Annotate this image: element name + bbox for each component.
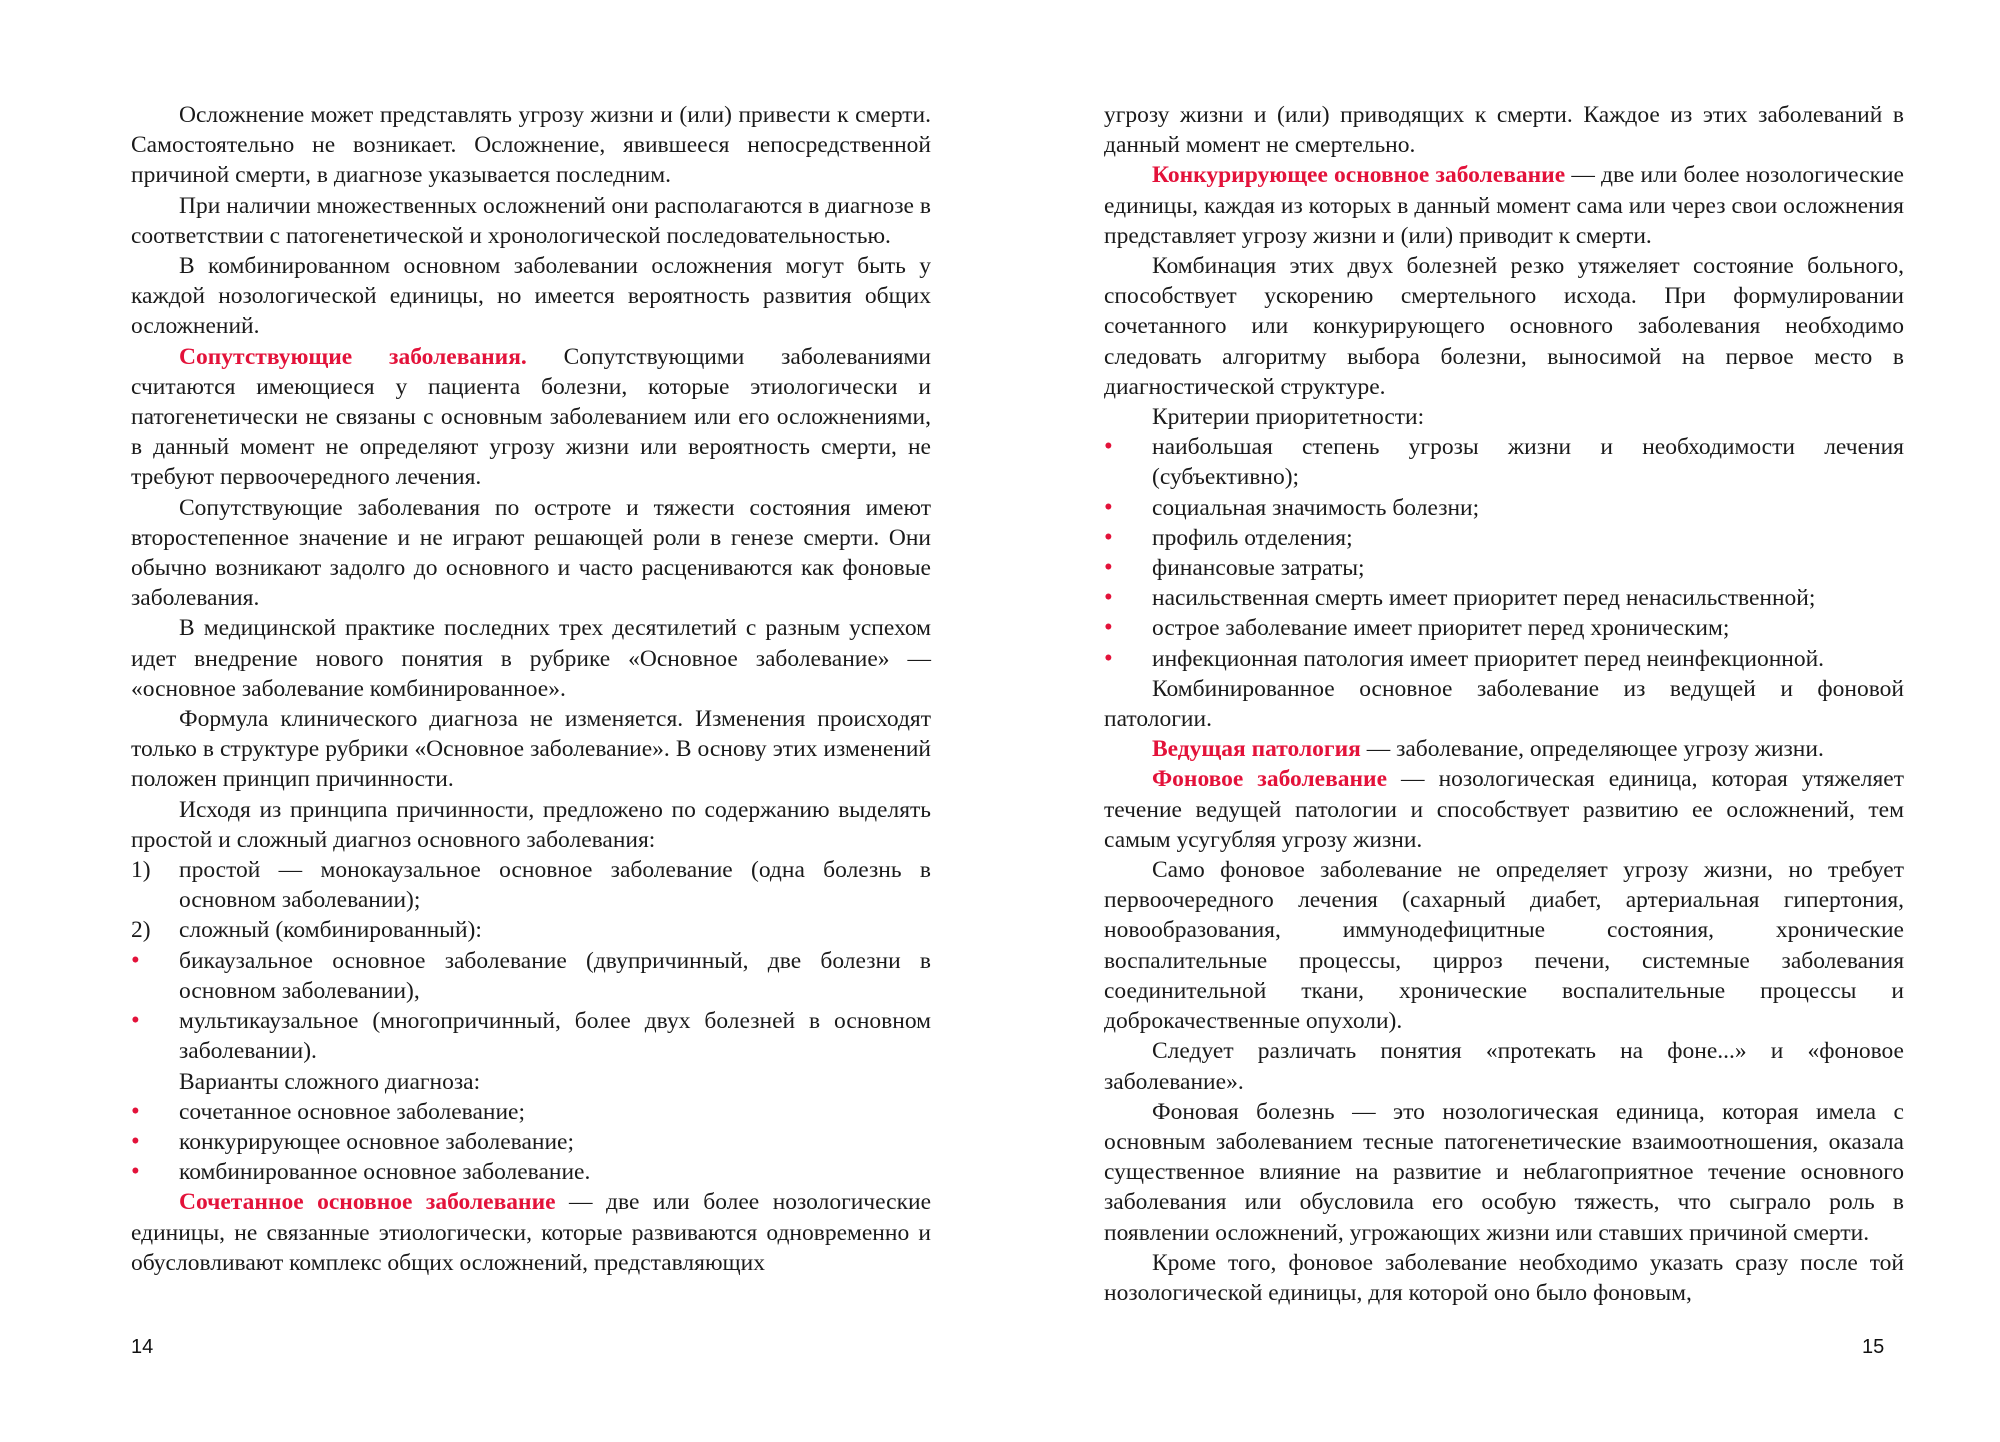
paragraph: угрозу жизни и (или) приводящих к смерти. Каждое из этих заболеваний в данный момент не смертельно.: [1104, 102, 1904, 159]
list-number: 1): [131, 857, 151, 884]
bullet-item: • конкурирующее основное заболевание;: [131, 1127, 931, 1157]
bullet-icon: •: [1104, 554, 1113, 582]
bullet-item: • наибольшая степень угрозы жизни и необходимости лечения (субъективно);: [1104, 433, 1904, 491]
bullet-icon: •: [131, 1127, 140, 1155]
bullet-icon: •: [1104, 433, 1113, 461]
bullet-icon: •: [1104, 523, 1113, 551]
paragraph: Фоновая болезнь — это нозологическая единица, которая имела с основным заболеванием тесные патогенетические взаимоотношения, оказала существенное влияние на развитие и неблагоприятное течение основного заболевания или обусловила его особую тяжесть, что сыграло роль в появлении осложнений, угрожающих жизни или ставших причиной смерти.: [1104, 1098, 1904, 1246]
paragraph: Конкурирующее основное заболевание — две или более нозологические единицы, каждая из которых в данный момент сама или через свои осложнения представляет угрозу жизни и (или) приводит к смерти.: [1104, 162, 1904, 249]
bullet-item: • насильственная смерть имеет приоритет перед ненасильственной;: [1104, 583, 1904, 613]
term-highlight: Конкурирующее основное заболевание: [1152, 162, 1566, 189]
left-page: [131, 100, 931, 1278]
paragraph: При наличии множественных осложнений они располагаются в диагнозе в соответствии с патогенетической и хронологической последовательностью.: [131, 192, 931, 249]
paragraph: Комбинированное основное заболевание из ведущей и фоновой патологии.: [1104, 675, 1904, 733]
term-highlight: Сочетанное основное заболевание: [179, 1189, 556, 1216]
paragraph: Комбинация этих двух болезней резко утяжеляет состояние больного, способствует ускорению смертельного исхода. При формулировании сочетанного или конкурирующего основного заболевания необходимо следовать алгоритму выбора болезни, выносимой на первое место в диагностической структуре.: [1104, 253, 1904, 400]
paragraph: В медицинской практике последних трех десятилетий с разным успехом идет внедрение нового понятия в рубрике «Основное заболевание» — «основное заболевание комбинированное».: [131, 615, 931, 702]
numbered-item: 1) простой — монокаузальное основное заболевание (одна болезнь в основном заболевании);: [131, 857, 931, 914]
bullet-icon: •: [131, 1097, 140, 1125]
paragraph: Кроме того, фоновое заболевание необходимо указать сразу после той нозологической единицы, для которой оно было фоновым,: [1104, 1249, 1904, 1306]
bullet-icon: •: [1104, 614, 1113, 642]
paragraph: Формула клинического диагноза не изменяется. Изменения происходят только в структуре рубрики «Основное заболевание». В основу этих изменений положен принцип причинности.: [131, 706, 931, 793]
right-page: [1104, 100, 1904, 1308]
paragraph: Сопутствующие заболевания. Сопутствующими заболеваниями считаются имеющиеся у пациента болезни, которые этиологически и патогенетически не связаны с основным заболеванием или его осложнениями, в данный момент не определяют угрозу жизни или вероятность смерти, не требуют первоочередного лечения.: [131, 343, 931, 491]
paragraph: В комбинированном основном заболевании осложнения могут быть у каждой нозологической единицы, но имеется вероятность развития общих осложнений.: [131, 253, 931, 340]
paragraph: Само фоновое заболевание не определяет угрозу жизни, но требует первоочередного лечения (сахарный диабет, артериальная гипертония, новообразования, иммунодефицитные состояния, хронические воспалительные процессы, цирроз печени, системные заболевания соединительной ткани, хронические воспалительные процессы и доброкачественные опухоли).: [1104, 857, 1904, 1035]
bullet-icon: •: [131, 1007, 140, 1035]
paragraph: Ведущая патология — заболевание, определяющее угрозу жизни.: [1152, 736, 1824, 763]
bullet-item: • мультикаузальное (многопричинный, более двух болезней в основном заболевании).: [131, 1007, 931, 1065]
paragraph: Сопутствующие заболевания по остроте и тяжести состояния имеют второстепенное значение и не играют решающей роли в генезе смерти. Они обычно возникают задолго до основного и часто расцениваются как фоновые заболевания.: [131, 494, 931, 612]
bullet-item: • бикаузальное основное заболевание (двупричинный, две болезни в основном заболевании),: [131, 946, 931, 1004]
term-highlight: Ведущая патология: [1152, 736, 1361, 763]
bullet-icon: •: [131, 1158, 140, 1186]
paragraph: Следует различать понятия «протекать на фоне...» и «фоновое заболевание».: [1104, 1038, 1904, 1095]
bullet-icon: •: [1104, 493, 1113, 521]
term-highlight: Сопутствующие заболевания.: [179, 343, 527, 370]
term-highlight: Фоновое заболевание: [1152, 766, 1388, 793]
bullet-icon: •: [131, 946, 140, 974]
paragraph: Фоновое заболевание — нозологическая единица, которая утяжеляет течение ведущей патологии и способствует развитию ее осложнений, тем самым усугубляя угрозу жизни.: [1104, 766, 1904, 853]
bullet-item: • сочетанное основное заболевание;: [131, 1097, 931, 1127]
list-subheading: Критерии приоритетности:: [1152, 404, 1425, 431]
bullet-icon: •: [1104, 584, 1113, 612]
paragraph: Исходя из принципа причинности, предложено по содержанию выделять простой и сложный диагноз основного заболевания:: [131, 796, 931, 853]
page-number-right: 15: [1862, 1336, 1885, 1358]
bullet-item: • острое заболевание имеет приоритет перед хроническим;: [1104, 613, 1904, 643]
page-number-left: 14: [131, 1336, 154, 1358]
numbered-item: 2) сложный (комбинированный):: [131, 915, 931, 945]
bullet-item: • инфекционная патология имеет приоритет перед неинфекционной.: [1104, 644, 1904, 674]
paragraph: Осложнение может представлять угрозу жизни и (или) привести к смерти. Самостоятельно не возникает. Осложнение, явившееся непосредственной причиной смерти, в диагнозе указывается последним.: [131, 102, 931, 189]
bullet-item: • комбинированное основное заболевание.: [131, 1157, 931, 1187]
bullet-item: • финансовые затраты;: [1104, 553, 1904, 583]
bullet-item: • социальная значимость болезни;: [1104, 493, 1904, 523]
paragraph: Сочетанное основное заболевание — две или более нозологические единицы, не связанные этиологически, которые развиваются одновременно и обусловливают комплекс общих осложнений, представляющих: [131, 1189, 931, 1276]
list-number: 2): [131, 917, 151, 944]
bullet-item: • профиль отделения;: [1104, 523, 1904, 553]
bullet-icon: •: [1104, 644, 1113, 672]
list-subheading: Варианты сложного диагноза:: [179, 1068, 481, 1095]
